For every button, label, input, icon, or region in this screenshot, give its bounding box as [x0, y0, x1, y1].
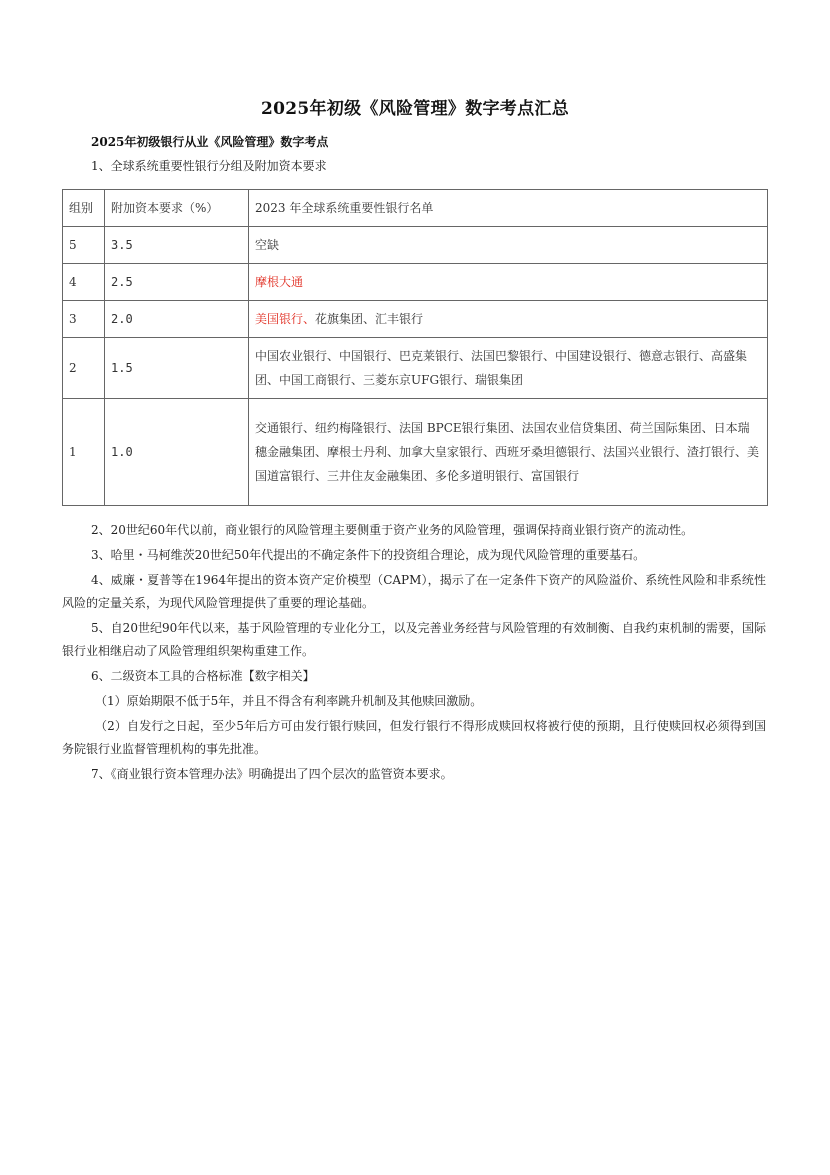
- point-5: 5、自20世纪90年代以来，基于风险管理的专业化分工，以及完善业务经营与风险管理的有效制衡、自我约束机制的需要，国际银行业相继启动了风险管理组织架构重建工作。: [62, 621, 766, 658]
- page-title: 2025年初级《风险管理》数字考点汇总: [260, 99, 569, 119]
- point-6: 6、二级资本工具的合格标准【数字相关】: [91, 669, 315, 683]
- table-row: [63, 227, 768, 264]
- point-2: 2、20世纪60年代以前，商业银行的风险管理主要侧重于资产业务的风险管理，强调保持商业银行资产的流动性。: [91, 523, 694, 537]
- row-banks: [249, 227, 768, 264]
- table-header-row: [63, 190, 768, 227]
- table-row: [63, 399, 768, 506]
- key-points: [62, 519, 766, 786]
- row-capital: 1.0: [105, 399, 249, 506]
- document-subtitle: 2025年初级银行从业《风险管理》数字考点: [91, 135, 329, 149]
- header-group: 组别: [63, 190, 105, 227]
- row-banks-highlight: 摩根大通: [255, 275, 304, 289]
- row-banks-text: 中国农业银行、中国银行、巴克莱银行、法国巴黎银行、中国建设银行、德意志银行、高盛集团、中国工商银行、三菱东京UFG银行、瑞银集团: [255, 349, 748, 387]
- table-row: [63, 264, 768, 301]
- row-group: 1: [63, 399, 105, 506]
- header-bank-list: 2023 年全球系统重要性银行名单: [249, 190, 768, 227]
- row-banks-text: 花旗集团、汇丰银行: [315, 312, 424, 326]
- point-6-1: （1）原始期限不低于5年，并且不得含有利率跳升机制及其他赎回激励。: [95, 694, 483, 708]
- row-group: 4: [63, 264, 105, 301]
- row-banks: [249, 399, 768, 506]
- row-group: 2: [63, 338, 105, 399]
- row-group: 5: [63, 227, 105, 264]
- row-group: 3: [63, 301, 105, 338]
- point-6-2: （2）自发行之日起，至少5年后方可由发行银行赎回，但发行银行不得形成赎回权将被行使的预期，且行使赎回权必须得到国务院银行业监督管理机构的事先批准。: [62, 719, 766, 756]
- row-banks: [249, 301, 768, 338]
- row-banks: [249, 338, 768, 399]
- row-capital: 3.5: [105, 227, 249, 264]
- row-banks-text: 交通银行、纽约梅隆银行、法国 BPCE银行集团、法国农业信贷集团、荷兰国际集团、日本瑞穗金融集团、摩根士丹利、加拿大皇家银行、西班牙桑坦德银行、法国兴业银行、渣打银行、美国道富银行、三井住友金融集团、多伦多道明银行、富国银行: [255, 421, 760, 483]
- row-capital: 1.5: [105, 338, 249, 399]
- table-row: [63, 301, 768, 338]
- header-capital: 附加资本要求（%）: [105, 190, 249, 227]
- point-7: 7、《商业银行资本管理办法》明确提出了四个层次的监管资本要求。: [91, 767, 453, 781]
- gsib-table: [62, 189, 768, 506]
- point-4: 4、威廉・夏普等在1964年提出的资本资产定价模型（CAPM），揭示了在一定条件下资产的风险溢价、系统性风险和非系统性风险的定量关系，为现代风险管理提供了重要的理论基础。: [62, 573, 766, 610]
- row-banks-highlight: 美国银行、: [255, 312, 316, 326]
- row-banks-text: 空缺: [255, 238, 280, 252]
- row-capital: 2.0: [105, 301, 249, 338]
- point-3: 3、哈里・马柯维茨20世纪50年代提出的不确定条件下的投资组合理论，成为现代风险管理的重要基石。: [91, 548, 646, 562]
- row-capital: 2.5: [105, 264, 249, 301]
- section-1-heading: 1、全球系统重要性银行分组及附加资本要求: [91, 159, 327, 173]
- table-row: [63, 338, 768, 399]
- row-banks: [249, 264, 768, 301]
